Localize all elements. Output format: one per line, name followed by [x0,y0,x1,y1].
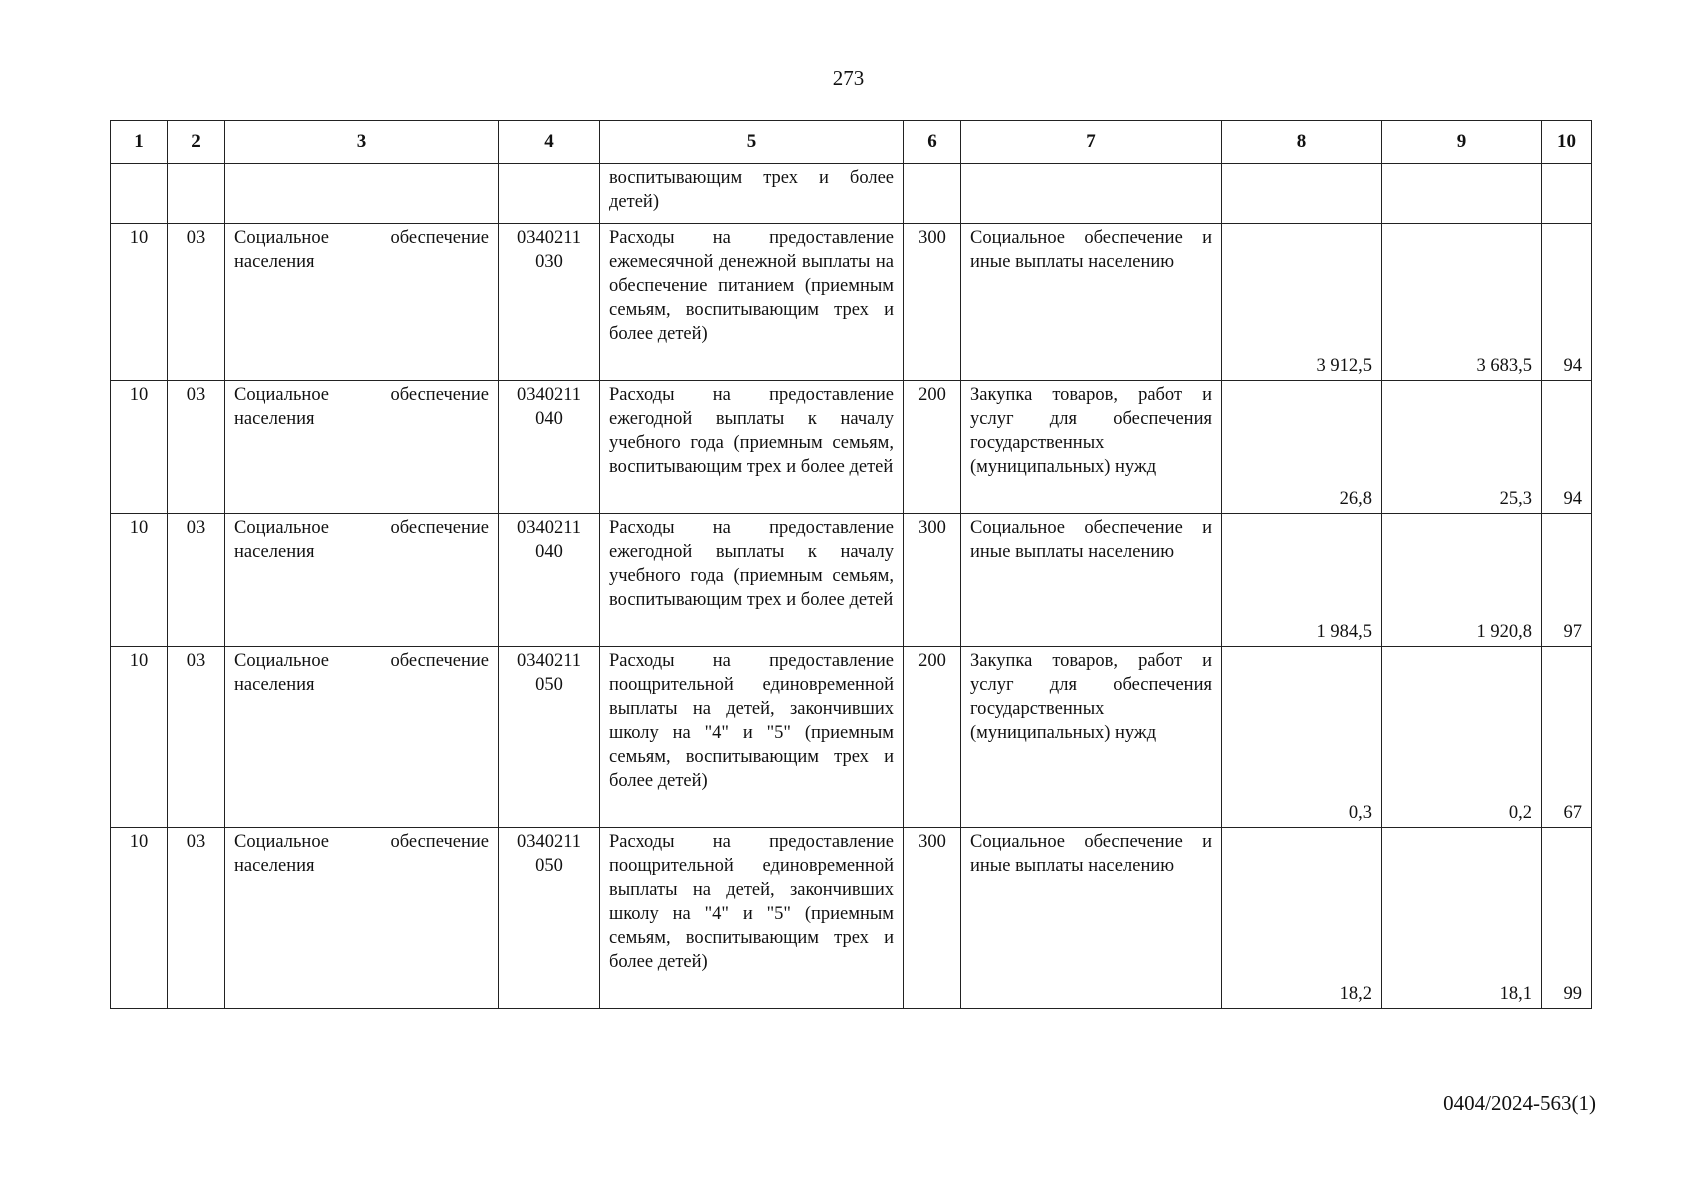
target-article-code: 0340211 040 [499,514,600,647]
table-row [111,647,1592,828]
section-code: 10 [111,514,168,647]
section-code: 10 [111,224,168,381]
execution-percent: 94 [1542,381,1592,514]
subsection-name: Социальное обеспечение населения [225,828,499,1009]
col-header-4: 4 [499,121,600,164]
planned-amount: 1 984,5 [1222,514,1382,647]
col-header-7: 7 [961,121,1222,164]
continuation-row [111,164,1592,224]
section-code: 10 [111,828,168,1009]
execution-percent: 97 [1542,514,1592,647]
expense-type-name: Социальное обеспечение и иные выплаты населению [961,224,1222,381]
col-header-5: 5 [600,121,904,164]
execution-percent: 94 [1542,224,1592,381]
table-row [111,514,1592,647]
actual-amount: 0,2 [1382,647,1542,828]
expense-type-code: 300 [904,224,961,381]
col-header-2: 2 [168,121,225,164]
expense-description: Расходы на предоставление поощрительной единовременной выплаты на детей, закончивших школу на "4" и "5" (приемным семьям, воспитывающим трех и более детей) [600,828,904,1009]
expense-type-code: 200 [904,647,961,828]
actual-amount: 25,3 [1382,381,1542,514]
subsection-name: Социальное обеспечение населения [225,381,499,514]
subsection-code: 03 [168,381,225,514]
expense-type-code: 300 [904,514,961,647]
actual-amount: 3 683,5 [1382,224,1542,381]
expense-description: Расходы на предоставление ежемесячной денежной выплаты на обеспечение питанием (приемным семьям, воспитывающим трех и более детей) [600,224,904,381]
expense-description: Расходы на предоставление поощрительной единовременной выплаты на детей, закончивших школу на "4" и "5" (приемным семьям, воспитывающим трех и более детей) [600,647,904,828]
expense-type-name: Социальное обеспечение и иные выплаты населению [961,828,1222,1009]
col-header-10: 10 [1542,121,1592,164]
expense-type-name: Закупка товаров, работ и услуг для обеспечения государственных (муниципальных) нужд [961,647,1222,828]
expense-type-code: 200 [904,381,961,514]
col-header-1: 1 [111,121,168,164]
page-number: 273 [832,66,865,90]
continuation-description: воспитывающим трех и более детей) [600,164,904,224]
target-article-code: 0340211 030 [499,224,600,381]
section-code: 10 [111,647,168,828]
planned-amount: 26,8 [1222,381,1382,514]
expense-type-name: Социальное обеспечение и иные выплаты населению [961,514,1222,647]
target-article-code: 0340211 050 [499,647,600,828]
col-header-3: 3 [225,121,499,164]
col-header-6: 6 [904,121,961,164]
expense-type-code: 300 [904,828,961,1009]
execution-percent: 67 [1542,647,1592,828]
subsection-code: 03 [168,514,225,647]
section-code: 10 [111,381,168,514]
planned-amount: 18,2 [1222,828,1382,1009]
planned-amount: 0,3 [1222,647,1382,828]
target-article-code: 0340211 050 [499,828,600,1009]
target-article-code: 0340211 040 [499,381,600,514]
subsection-name: Социальное обеспечение населения [225,514,499,647]
table-row [111,828,1592,1009]
subsection-code: 03 [168,647,225,828]
planned-amount: 3 912,5 [1222,224,1382,381]
actual-amount: 18,1 [1382,828,1542,1009]
subsection-name: Социальное обеспечение населения [225,647,499,828]
expense-type-name: Закупка товаров, работ и услуг для обеспечения государственных (муниципальных) нужд [961,381,1222,514]
subsection-name: Социальное обеспечение населения [225,224,499,381]
subsection-code: 03 [168,828,225,1009]
expense-description: Расходы на предоставление ежегодной выплаты к началу учебного года (приемным семьям, воспитывающим трех и более детей [600,514,904,647]
budget-table [110,120,1592,1009]
table-row [111,224,1592,381]
document-code: 0404/2024-563(1) [1443,1091,1596,1115]
execution-percent: 99 [1542,828,1592,1009]
subsection-code: 03 [168,224,225,381]
table-row [111,381,1592,514]
expense-description: Расходы на предоставление ежегодной выплаты к началу учебного года (приемным семьям, воспитывающим трех и более детей [600,381,904,514]
actual-amount: 1 920,8 [1382,514,1542,647]
header-row [111,121,1592,164]
col-header-9: 9 [1382,121,1542,164]
col-header-8: 8 [1222,121,1382,164]
